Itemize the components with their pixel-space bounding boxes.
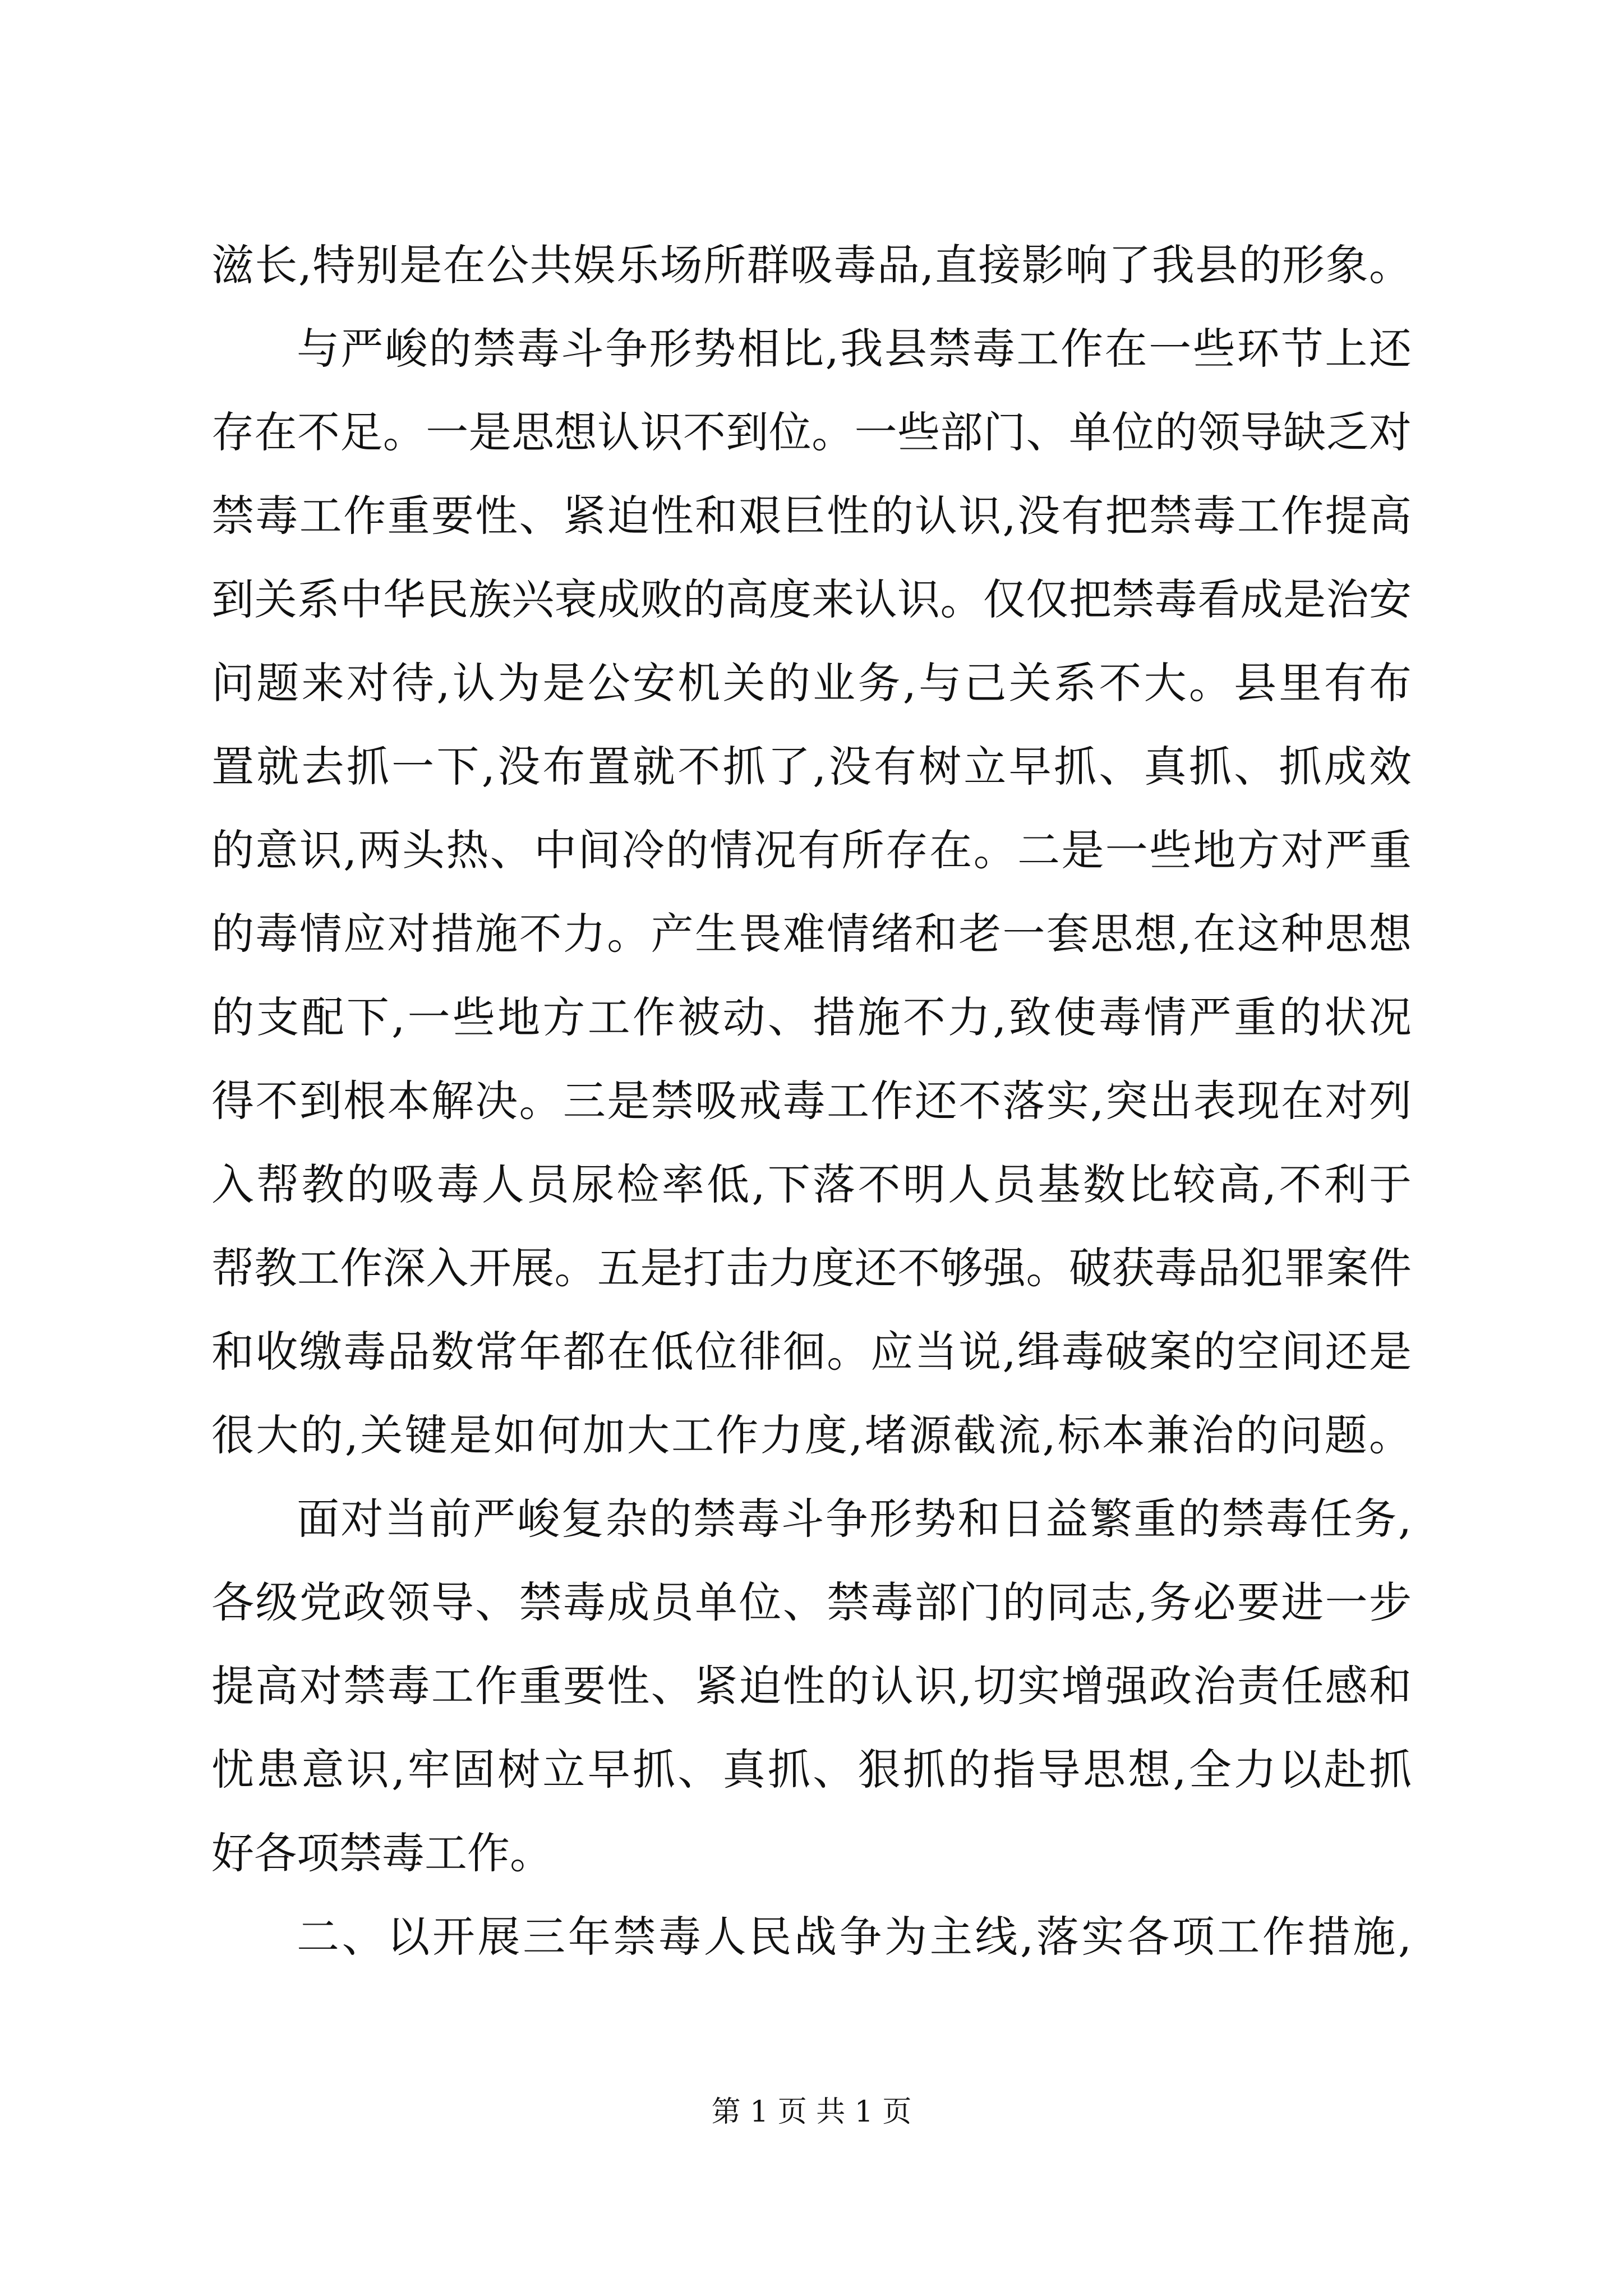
text-line: 存在不足。一是思想认识不到位。一些部门、单位的领导缺乏对 (211, 407, 1412, 457)
section-heading-line: 二、以开展三年禁毒人民战争为主线,落实各项工作措施, (297, 1912, 1412, 1962)
text-line: 提高对禁毒工作重要性、紧迫性的认识,切实增强政治责任感和 (211, 1661, 1412, 1711)
text-line: 帮教工作深入开展。五是打击力度还不够强。破获毒品犯罪案件 (211, 1243, 1412, 1293)
text-line: 和收缴毒品数常年都在低位徘徊。应当说,缉毒破案的空间还是 (211, 1327, 1412, 1377)
paragraph-last-line: 好各项禁毒工作。 (211, 1828, 552, 1878)
text-line: 各级党政领导、禁毒成员单位、禁毒部门的同志,务必要进一步 (211, 1577, 1412, 1627)
text-line: 禁毒工作重要性、紧迫性和艰巨性的认识,没有把禁毒工作提高 (211, 491, 1412, 541)
paragraph-first-line: 与严峻的禁毒斗争形势相比,我县禁毒工作在一些环节上还 (297, 324, 1412, 374)
text-line: 入帮教的吸毒人员尿检率低,下落不明人员基数比较高,不利于 (211, 1159, 1412, 1209)
text-line: 问题来对待,认为是公安机关的业务,与己关系不大。县里有布 (211, 658, 1412, 708)
page-footer: 第 1 页 共 1 页 (711, 2095, 912, 2129)
text-line: 置就去抓一下,没布置就不抓了,没有树立早抓、真抓、抓成效 (211, 742, 1412, 792)
text-line: 滋长,特别是在公共娱乐场所群吸毒品,直接影响了我县的形象。 (211, 240, 1412, 290)
text-line: 很大的,关键是如何加大工作力度,堵源截流,标本兼治的问题。 (211, 1410, 1412, 1460)
text-line: 的支配下,一些地方工作被动、措施不力,致使毒情严重的状况 (211, 992, 1412, 1042)
text-line: 的毒情应对措施不力。产生畏难情绪和老一套思想,在这种思想 (211, 909, 1412, 959)
text-line: 得不到根本解决。三是禁吸戒毒工作还不落实,突出表现在对列 (211, 1076, 1412, 1126)
document-body (211, 223, 1412, 1978)
text-line: 的意识,两头热、中间冷的情况有所存在。二是一些地方对严重 (211, 825, 1412, 875)
paragraph-first-line: 面对当前严峻复杂的禁毒斗争形势和日益繁重的禁毒任务, (297, 1494, 1412, 1544)
text-line: 到关系中华民族兴衰成败的高度来认识。仅仅把禁毒看成是治安 (211, 574, 1412, 624)
text-line: 忧患意识,牢固树立早抓、真抓、狠抓的指导思想,全力以赴抓 (211, 1745, 1412, 1795)
